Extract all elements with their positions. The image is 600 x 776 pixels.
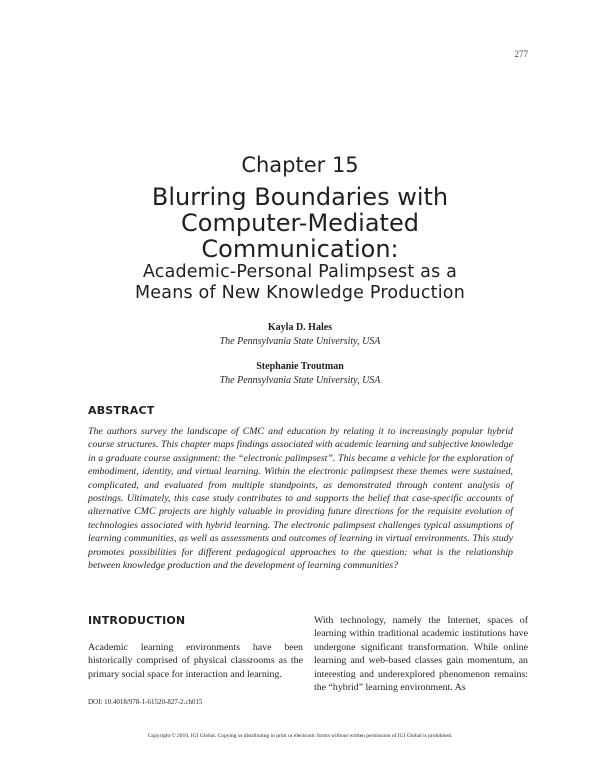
doi: DOI: 10.4018/978-1-61520-827-2.ch015	[88, 698, 203, 706]
introduction-text-left: Academic learning environments have been historically comprised of physical classrooms as the primary social space for interaction and learning.	[88, 642, 303, 680]
title-line: Blurring Boundaries with	[151, 183, 449, 211]
chapter-title	[80, 184, 520, 304]
author-affiliation: The Pennsylvania State University, USA	[219, 336, 381, 347]
copyright-notice: Copyright © 2010, IGI Global. Copying or distributing in print or electronic forms without written permission of IGI Global is prohibited.	[147, 733, 453, 739]
abstract-text: The authors survey the landscape of CMC and education by relating it to increasingly popular hybrid course structures. This chapter maps findings associated with academic learning and subjective knowledge in a graduate course assignment: the “electronic palimpsest”. This became a vehicle for the exploration of embodiment, identity, and virtual learning. Within the electronic palimpsest these themes were sustained, complicated, and evaluated from multiple standpoints, as demonstrated through content analysis of postings. Ultimately, this case study contributes to and supports the belief that case-specific accounts of alternative CMC projects are highly valuable in providing future directions for the requisite evolution of technologies associated with hybrid learning. The electronic palimpsest challenges typical assumptions of learning communities, as well as assessments and outcomes of learning in virtual environments. This study promotes possibilities for different pedagogical approaches to the question: what is the relationship between knowledge production and the development of learning communities?	[88, 426, 513, 572]
subtitle-line: Academic-Personal Palimpsest as a	[142, 262, 458, 282]
author-name: Kayla D. Hales	[267, 322, 333, 333]
abstract-heading: ABSTRACT	[88, 404, 155, 417]
title-line: Communication:	[201, 235, 399, 263]
introduction-heading: INTRODUCTION	[88, 614, 186, 627]
author-name: Stephanie Troutman	[256, 361, 344, 372]
introduction-text-right: With technology, namely the Internet, spaces of learning within traditional academic institutions have undergone significant transformation. While online learning and web-based classes gain momentum, an interesting and underexplored phenomenon remains: the “hybrid” learning environment. As	[314, 615, 528, 694]
title-line: Computer-Mediated	[181, 209, 419, 237]
author-affiliation: The Pennsylvania State University, USA	[219, 375, 381, 386]
page-number: 277	[514, 49, 528, 59]
subtitle-line: Means of New Knowledge Production	[135, 283, 465, 303]
chapter-label: Chapter 15	[241, 153, 359, 177]
